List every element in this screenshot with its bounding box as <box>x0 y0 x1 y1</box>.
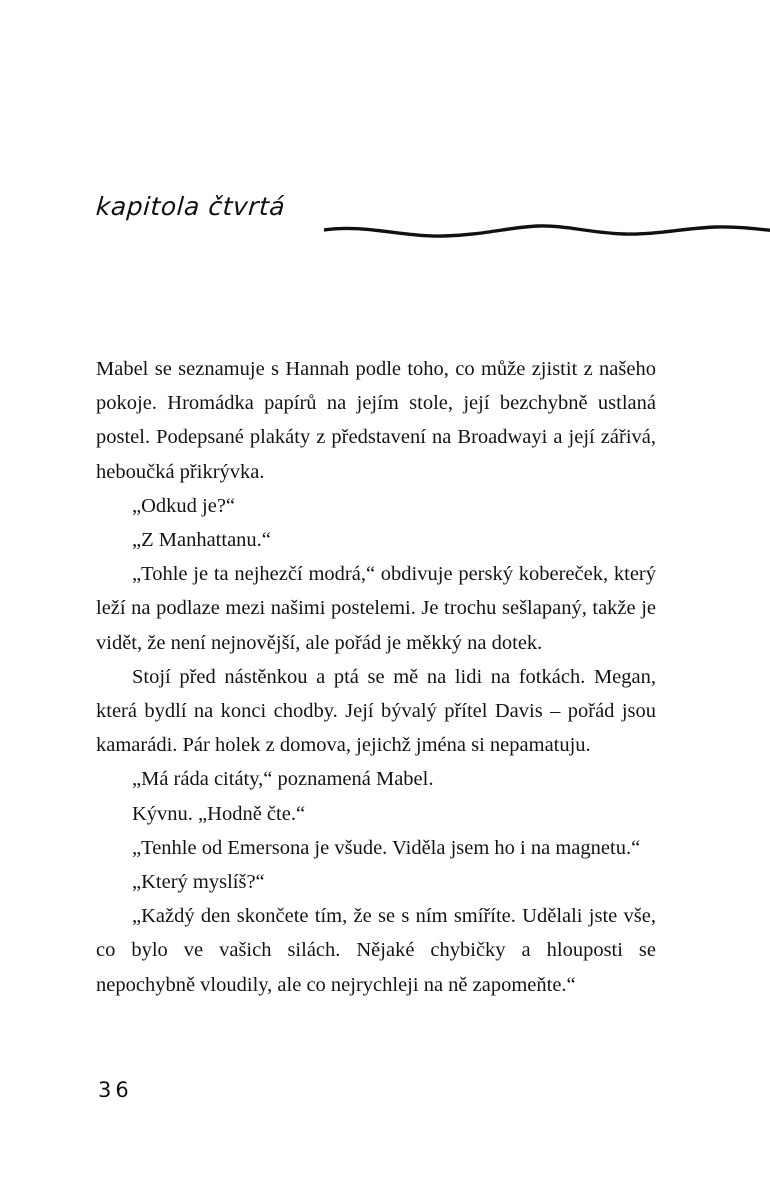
paragraph: „Který myslíš?“ <box>132 871 265 894</box>
paragraph: Kývnu. „Hodně čte.“ <box>132 802 306 825</box>
paragraph: „Z Manhattanu.“ <box>132 529 271 552</box>
paragraph: „Každý den skončete tím, že se s ním smíříte. Udělali jste vše, co bylo ve vašich silách. Nějaké chybičky a hlouposti se nepochybně vloudily, ale co nejrychleji na ně zapomeňte.“ <box>96 905 656 996</box>
paragraph: Stojí před nástěnkou a ptá se mě na lidi na fotkách. Megan, která bydlí na konci chodby. Její bývalý přítel Davis – pořád jsou kamarádi. Pár holek z domova, jejichž jména si nepamatuju. <box>96 665 656 757</box>
hand-drawn-wavy-line-icon <box>324 204 770 248</box>
paragraph: „Odkud je?“ <box>132 494 236 517</box>
chapter-title: kapitola čtvrtá <box>94 192 287 221</box>
paragraph: „Tenhle od Emersona je všude. Viděla jsem ho i na magnetu.“ <box>132 836 641 859</box>
paragraph: „Tohle je ta nejhezčí modrá,“ obdivuje perský kobereček, který leží na podlaze mezi našimi postelemi. Je trochu sešlapaný, takže je vidět, že není nejnovější, ale pořád je měkký na dotek. <box>96 563 656 654</box>
page-number: 36 <box>98 1078 133 1102</box>
chapter-heading <box>96 186 770 256</box>
paragraph: „Má ráda citáty,“ poznamená Mabel. <box>132 768 434 791</box>
chapter-body <box>96 352 656 1002</box>
paragraph: Mabel se seznamuje s Hannah podle toho, co může zjistit z našeho pokoje. Hromádka papírů na jejím stole, její bezchybně ustlaná postel. Podepsané plakáty z představení na Broadwayi a její zářivá, heboučká přikrývka. <box>96 358 656 483</box>
